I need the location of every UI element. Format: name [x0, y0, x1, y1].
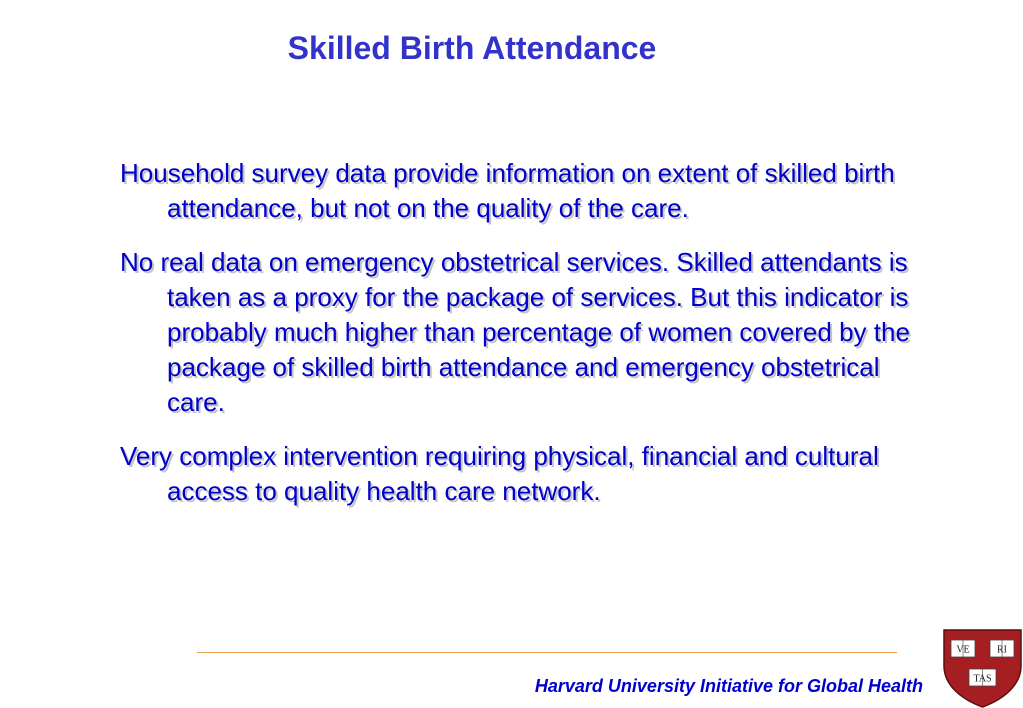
book-icon: [969, 669, 996, 686]
slide-title: Skilled Birth Attendance: [287, 30, 657, 66]
paragraph-complex-intervention: Very complex intervention requiring physical, financial and cultural access to quality health care network.: [120, 441, 879, 506]
seal-word-ri: RI: [997, 644, 1007, 656]
seal-word-ve: VE: [956, 644, 970, 656]
harvard-shield-logo: [942, 628, 1023, 708]
seal-word-tas: TAS: [973, 673, 992, 685]
body-text: [120, 156, 910, 528]
footer-divider: [197, 652, 897, 653]
book-icon: [990, 640, 1014, 657]
book-icon: [951, 640, 975, 657]
footer-text: Harvard University Initiative for Global Health: [534, 676, 923, 696]
paragraph-survey-data: Household survey data provide information on extent of skilled birth attendance, but not on the quality of the care.: [120, 158, 895, 223]
paragraph-emergency-services: No real data on emergency obstetrical services. Skilled attendants is taken as a proxy for the package of services. But this indicator is probably much higher than percentage of women covered by the package of skilled birth attendance and emergency obstetrical care.: [120, 247, 910, 417]
